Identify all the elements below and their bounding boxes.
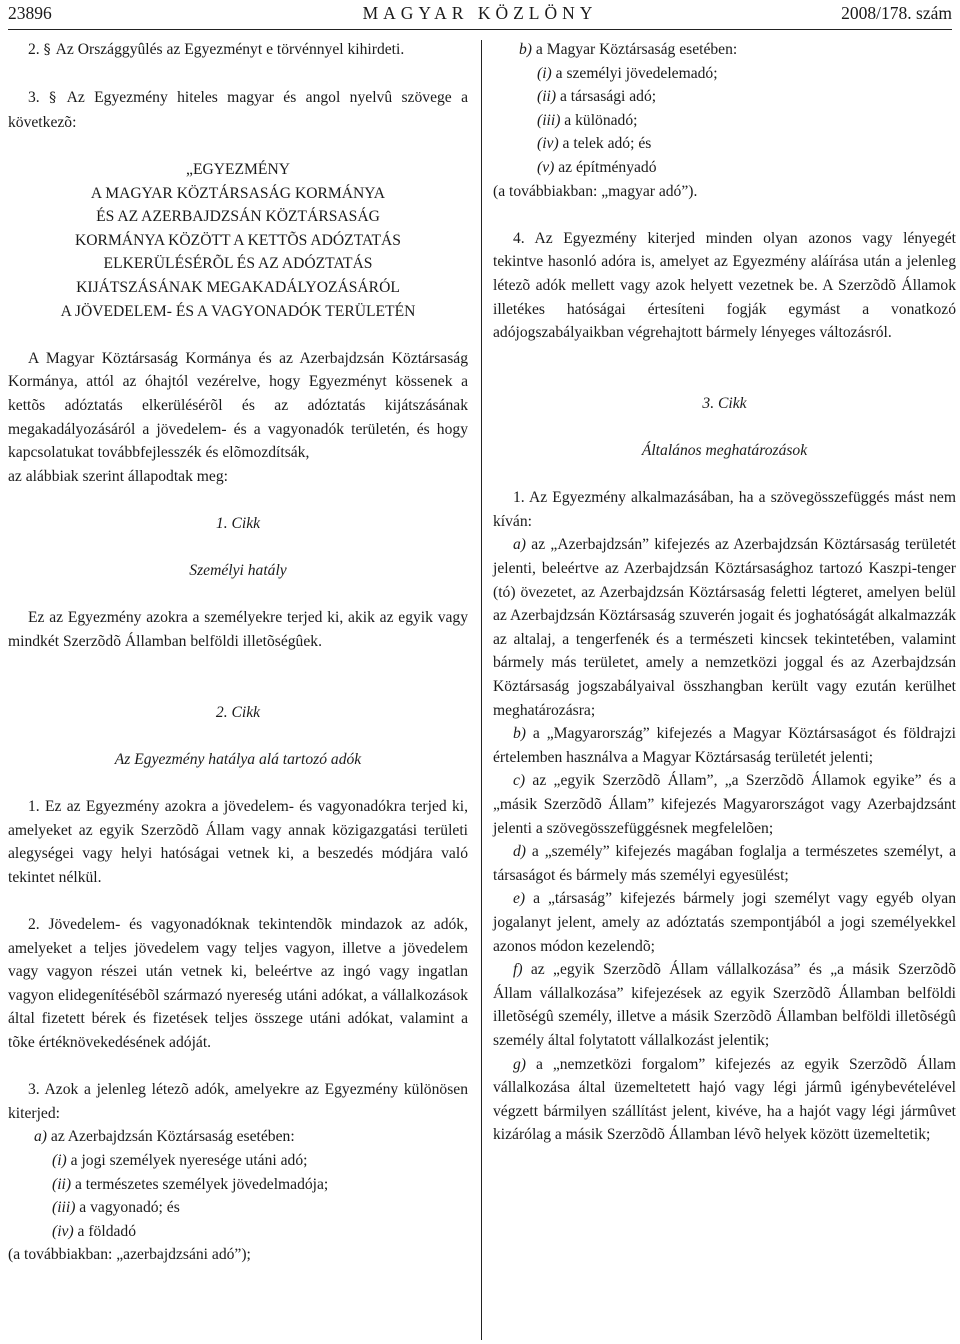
article-2-paragraph-2: 2. Jövedelem- és vagyonadóknak tekintendõk mindazok az adók, amelyeket a teljes jövedelem vagy teljes vagyon, illetve a jövedelem vagy vagyon részei után vetnek ki, beleértve az ingó vagy ingatlan vagyon elidegenítésébõl származó nyereség utáni adókat, a vállalkozások által fizetett bérek és fizetések teljes összege utáni adókat, valamint a tõke értéknövekedésének adóját. — [8, 915, 468, 1051]
definition-d: d) a „személy” kifejezés magában foglalja a természetes személyt, a társaságot és bármely más személyi egyesülést; — [493, 843, 956, 884]
column-divider — [481, 40, 482, 1340]
title-line: ÉS AZ AZERBAJDZSÁN KÖZTÁRSASÁG — [96, 208, 380, 226]
definition-e: e) a „társaság” kifejezés bármely jogi személyt vagy egyéb olyan jogalanyt jelent, amely az adóztatás szempontjából a jogi személyekkel azonos módon kezelendõ; — [493, 890, 956, 955]
page-number: 23896 — [8, 3, 52, 23]
list-item: (iii) a különadó; — [537, 111, 638, 129]
header-rule — [8, 29, 952, 30]
article-1-title: 1. Cikk — [215, 514, 261, 532]
preamble: A Magyar Köztársaság Kormánya és az Azerbajdzsán Köztársaság Kormánya, attól az óhajtól vezérelve, hogy Egyezményt kössenek a kettõs adóztatás elkerülésérõl és az adóztatás kijátszásának megakadályozásáról a jövedelem- és a vagyonadók területén, és hogy kapcsolatukat továbbfejlesszék és elõmozdítsák, — [8, 349, 468, 462]
definition-b: b) a „Magyarország” kifejezés a Magyar Köztársaságot és földrajzi értelemben használva a Magyar Köztársaság területét jelenti; — [493, 725, 956, 766]
definition-a: a) az „Azerbajdzsán” kifejezés az Azerbajdzsán Köztársaság területét jelenti, beleértve az Azerbajdzsán Köztársasághoz tartozó Kaszpi-tenger (tó) övezetet, az Azerbajdzsán Köztársaság feletti légteret, amelyen belül az Azerbajdzsán Köztársaság szuverén jogait és joghatóságát alkalmazzák az altalaj, a tengerfenék és a természeti kincsek tekintetében, valamint bármely más területet, amely a nemzetközi joggal és az Azerbajdzsán Köztársaság jogszabályaival összhangban került vagy ezután kerülhet meghatározásra; — [493, 536, 956, 719]
definition-c: c) az „egyik Szerzõdõ Állam”, „a Szerzõdõ Államok egyike” és a „másik Szerzõdõ Állam” kifejezés Magyarországot vagy Azerbajdzsánt jelenti a szövegösszefüggésnek megfelelõen; — [493, 772, 956, 837]
agreed-statement: az alábbiak szerint állapodtak meg: — [8, 467, 228, 485]
title-line: KIJÁTSZÁSÁNAK MEGAKADÁLYOZÁSÁRÓL — [76, 278, 400, 296]
issue-number: 2008/178. szám — [841, 3, 952, 23]
list-end: (a továbbiakban: „azerbajdzsáni adó”); — [8, 1246, 251, 1264]
definition-f: f) az „egyik Szerzõdõ Állam vállalkozása” és „a másik Szerzõdõ Állam vállalkozása” kifejezések az egyik Szerzõdõ Államban belföldi illetõségû személy, illetve a másik Szerzõdõ Államban belföldi illetõségû személy által folytatott vállalkozást jelentik; — [493, 961, 956, 1049]
article-1-text: Ez az Egyezmény azokra a személyekre terjed ki, akik az egyik vagy mindkét Szerzõdõ Államban belföldi illetõségûek. — [8, 609, 468, 650]
article-3-subtitle: Általános meghatározások — [641, 442, 808, 460]
list-item: (i) a jogi személyek nyeresége utáni adó; — [52, 1151, 308, 1169]
article-2-paragraph-4: 4. Az Egyezmény kiterjed minden olyan azonos vagy lényegét tekintve hasonló adóra is, amelyet az Egyezmény aláírása után a jelenleg létezõ adók mellett vagy azok helyett vezetnek be. A Szerzõdõ Államok illetékes hatóságai értesíteni fogják egymást a vonatkozó adójogszabályaikban végrehajtott bármely lényeges változásról. — [493, 229, 956, 342]
list-item: (ii) a társasági adó; — [537, 88, 657, 106]
article-2-subtitle: Az Egyezmény hatálya alá tartozó adók — [114, 750, 362, 768]
paragraph-3: 3. § Az Egyezmény hiteles magyar és angol nyelvû szövege a következõ: — [8, 89, 468, 131]
list-item-b: b) a Magyar Köztársaság esetében: — [519, 41, 738, 58]
definition-g: g) a „nemzetközi forgalom” kifejezés az egyik Szerzõdõ Állam vállalkozása által üzemeltetett hajó vagy légi jármû igénybevételével végzett bármilyen szállítást jelent, kivéve, ha a hajót vagy légi jármûvet kizárólag a másik Szerzõdõ Államban lévõ helyek között üzemeltetik; — [493, 1055, 956, 1144]
page-header — [8, 3, 952, 27]
list-item-a: a) az Azerbajdzsán Köztársaság esetében: — [34, 1128, 295, 1146]
right-column — [493, 38, 956, 1147]
publication-title: MAGYAR KÖZLÖNY — [362, 3, 598, 23]
title-line: ELKERÜLÉSÉRÕL ÉS AZ ADÓZTATÁS — [103, 255, 373, 273]
title-line: KORMÁNYA KÖZÖTT A KETTÕS ADÓZTATÁS — [75, 231, 401, 249]
title-line: A JÖVEDELEM- ÉS A VAGYONADÓK TERÜLETÉN — [60, 302, 416, 320]
paragraph-2: 2. § Az Országgyûlés az Egyezményt e törvénnyel kihirdeti. — [28, 41, 405, 58]
title-line: A MAGYAR KÖZTÁRSASÁG KORMÁNYA — [90, 184, 386, 202]
article-2-title: 2. Cikk — [215, 703, 261, 721]
article-1-subtitle: Személyi hatály — [189, 562, 287, 580]
list-item: (i) a személyi jövedelemadó; — [537, 64, 718, 82]
article-3-paragraph-1: 1. Az Egyezmény alkalmazásában, ha a szövegösszefüggés mást nem kíván: — [493, 489, 956, 530]
list-item: (ii) a természetes személyek jövedelmadója; — [52, 1175, 329, 1193]
list-item: (iv) a földadó — [52, 1222, 137, 1240]
article-3-title: 3. Cikk — [702, 394, 747, 412]
list-item: (v) az építményadó — [537, 158, 657, 176]
list-item: (iv) a telek adó; és — [537, 135, 652, 153]
agreement-title — [8, 158, 468, 323]
article-2-paragraph-1: 1. Ez az Egyezmény azokra a jövedelem- és vagyonadókra terjed ki, amelyeket az egyik Szerzõdõ Állam vagy annak közigazgatási területi alegységei vagy helyi hatóságai vetnek ki, a beszedés módjára való tekintet nélkül. — [8, 798, 468, 886]
left-column — [8, 38, 468, 1267]
title-line: „EGYEZMÉNY — [186, 160, 290, 178]
list-end: (a továbbiakban: „magyar adó”). — [493, 182, 698, 200]
list-item: (iii) a vagyonadó; és — [52, 1199, 180, 1217]
article-2-paragraph-3: 3. Azok a jelenleg létezõ adók, amelyekre az Egyezmény különösen kiterjed: — [8, 1081, 468, 1122]
